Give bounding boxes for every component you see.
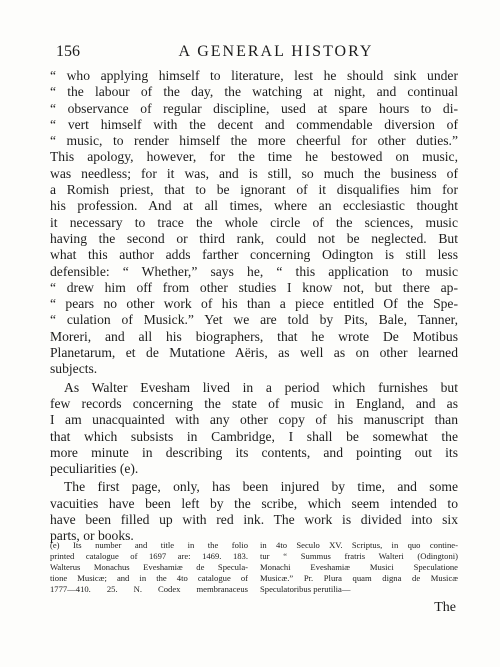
text-line: subjects. xyxy=(50,361,98,377)
text-line: “ music, to render himself the more cheerful for other duties.” xyxy=(50,133,458,149)
text-line: peculiarities (e). xyxy=(50,461,139,477)
text-line: I am unacquainted with any other copy of his manuscript than xyxy=(50,412,458,428)
footnote-line: in 4to Seculo XV. Scriptus, in quo contine- xyxy=(260,540,458,550)
text-line: The first page, only, has been injured by time, and some xyxy=(64,479,458,495)
text-line: it necessary to trace the whole circle of the sciences, music xyxy=(50,214,458,230)
footnote-line: Walterus Monachus Eveshamiæ de Specula- xyxy=(50,562,248,573)
footnote-left-column xyxy=(50,540,248,595)
page-header xyxy=(56,43,456,65)
text-line: having the second or third rank, could not be neglected. But xyxy=(50,230,458,246)
text-line: “ who applying himself to literature, lest he should sink under xyxy=(50,68,458,83)
text-line: “ the labour of the day, the watching at night, and continual xyxy=(50,84,458,100)
body-text xyxy=(50,68,458,545)
text-line: was needless; for it was, and is still, so much the business of xyxy=(50,165,458,181)
text-line: what this author adds farther concerning Odington is still less xyxy=(50,247,458,263)
text-line: “ observance of regular discipline, used at spare hours to di- xyxy=(50,100,458,116)
footnote-line: Musicæ.” Pr. Plura quam digna de Musicæ xyxy=(260,573,458,584)
footnote-line: tur “ Summus fratris Walteri (Odingtoni) xyxy=(260,551,458,562)
footnote-line: Monachi Eveshamiæ Musici Speculatione xyxy=(260,562,458,573)
text-line: have been filled up with red ink. The work is divided into six xyxy=(50,512,458,528)
text-line: “ vert himself with the decent and commendable diversion of xyxy=(50,116,458,132)
text-line: “ culation of Musick.” Yet we are told by Pits, Bale, Tanner, xyxy=(50,312,458,328)
footnote-line: tione Musicæ; and in the 4to catalogue of xyxy=(50,573,248,584)
text-line: “ drew him off from other studies I know not, but there ap- xyxy=(50,279,458,295)
text-line: a Romish priest, that to be ignorant of it disqualifies him for xyxy=(50,182,458,198)
paragraph xyxy=(50,479,458,544)
footnote-line: 1777—410. 25. N. Codex membranaceus xyxy=(50,584,248,595)
paragraph xyxy=(50,380,458,478)
footnote-line: printed catalogue of 1697 are: 1469. 183. xyxy=(50,551,248,562)
text-line: As Walter Evesham lived in a period which furnishes but xyxy=(64,379,458,395)
footnote xyxy=(50,540,458,595)
text-line: parts, or books. xyxy=(50,528,134,544)
text-line: vacuities have been left by the scribe, which seem intended to xyxy=(50,495,458,511)
text-line: “ pears no other work of his than a piece entitled Of the Spe- xyxy=(50,296,458,312)
text-line: defensible: “ Whether,” says he, “ this application to music xyxy=(50,263,458,279)
catchword: The xyxy=(434,600,456,615)
paragraph xyxy=(50,68,458,378)
footnote-line: (e) Its number and title in the folio xyxy=(50,540,248,550)
page-number: 156 xyxy=(56,43,80,60)
text-line: Moreri, and all his biographers, that he wrote De Motibus xyxy=(50,328,458,344)
footnote-right-column xyxy=(260,540,458,595)
text-line: his profession. And at all times, where an ecclesiastic thought xyxy=(50,198,458,214)
text-line: more minute in describing its contents, and pointing out its xyxy=(50,444,458,460)
footnote-line: Speculatoribus perutilia— xyxy=(260,584,351,595)
text-line: few records concerning the state of music in England, and as xyxy=(50,395,458,411)
text-line: This apology, however, for the time he bestowed on music, xyxy=(50,149,458,165)
text-line: Planetarum, et de Mutatione Aëris, as well as on other learned xyxy=(50,345,458,361)
text-line: that which subsists in Cambridge, I shall be somewhat the xyxy=(50,428,458,444)
running-title: A GENERAL HISTORY xyxy=(178,43,374,60)
